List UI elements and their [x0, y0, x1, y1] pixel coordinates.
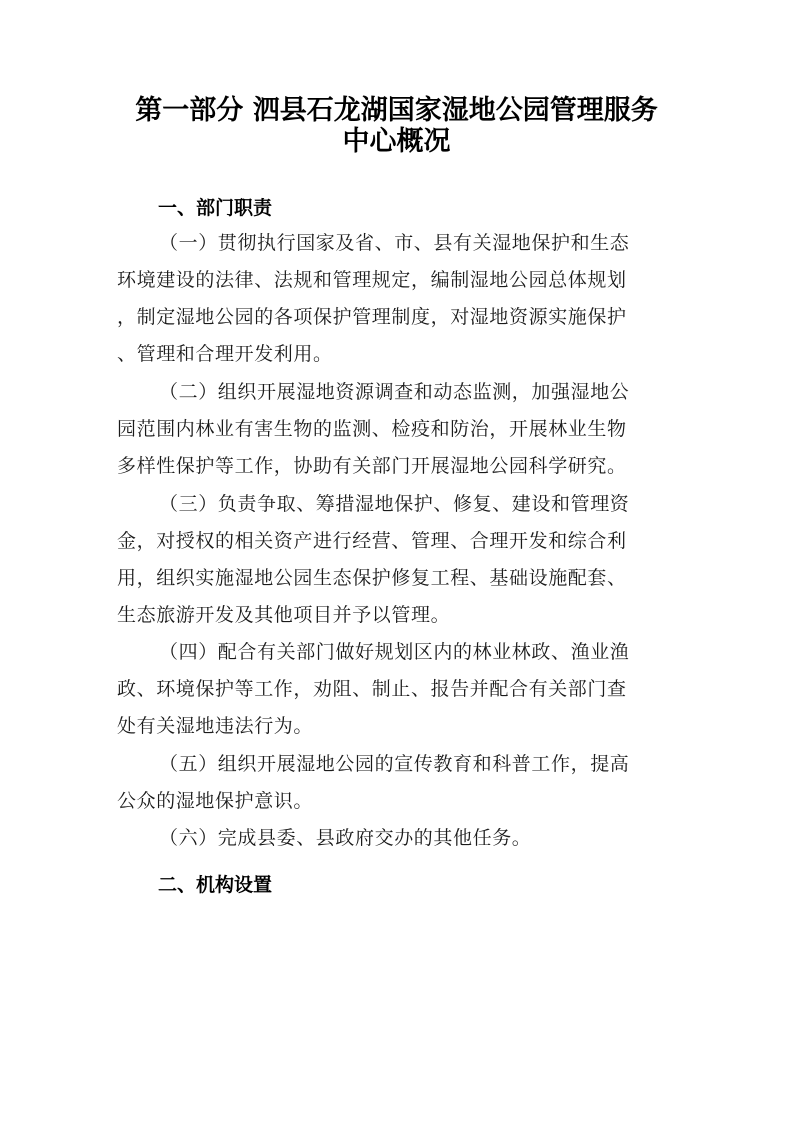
paragraph-line: （二）组织开展湿地资源调查和动态监测，加强湿地公	[159, 381, 630, 403]
paragraph-line: ，制定湿地公园的各项保护管理制度，对湿地资源实施保护	[117, 306, 627, 328]
paragraph-line: 公众的湿地保护意识。	[117, 790, 314, 812]
paragraph-line: 金，对授权的相关资产进行经营、管理、合理开发和综合利	[117, 530, 627, 552]
duty-paragraph-1	[117, 225, 677, 373]
duty-paragraph-6	[117, 820, 677, 857]
paragraph-line: 园范围内林业有害生物的监测、检疫和防治，开展林业生物	[117, 418, 627, 440]
title-line-2: 中心概况	[342, 126, 451, 157]
page-title	[100, 95, 693, 157]
title-line-1: 第一部分 泗县石龙湖国家湿地公园管理服务	[135, 95, 658, 126]
section-heading-organization: 二、机构设置	[158, 874, 273, 896]
paragraph-line: （三）负责争取、筹措湿地保护、修复、建设和管理资	[159, 493, 630, 515]
paragraph-line: 用，组织实施湿地公园生态保护修复工程、基础设施配套、	[117, 567, 627, 589]
paragraph-line: 生态旅游开发及其他项目并予以管理。	[117, 604, 451, 626]
section-heading-duties: 一、部门职责	[158, 197, 273, 219]
paragraph-line: 政、环境保护等工作，劝阻、制止、报告并配合有关部门查	[117, 678, 627, 700]
paragraph-line: 、管理和合理开发利用。	[117, 343, 333, 365]
paragraph-line: 多样性保护等工作，协助有关部门开展湿地公园科学研究。	[117, 455, 627, 477]
duty-paragraph-3	[117, 486, 677, 634]
duty-paragraph-2	[117, 374, 677, 485]
paragraph-line: （五）组织开展湿地公园的宣传教育和科普工作，提高	[159, 753, 630, 775]
duty-paragraph-4	[117, 634, 677, 745]
paragraph-line: （四）配合有关部门做好规划区内的林业林政、渔业渔	[159, 641, 630, 663]
paragraph-line: （一）贯彻执行国家及省、市、县有关湿地保护和生态	[159, 232, 630, 254]
paragraph-line: （六）完成县委、县政府交办的其他任务。	[159, 827, 532, 849]
duty-paragraph-5	[117, 746, 677, 820]
paragraph-line: 处有关湿地违法行为。	[117, 715, 314, 737]
paragraph-line: 环境建设的法律、法规和管理规定，编制湿地公园总体规划	[117, 269, 627, 291]
